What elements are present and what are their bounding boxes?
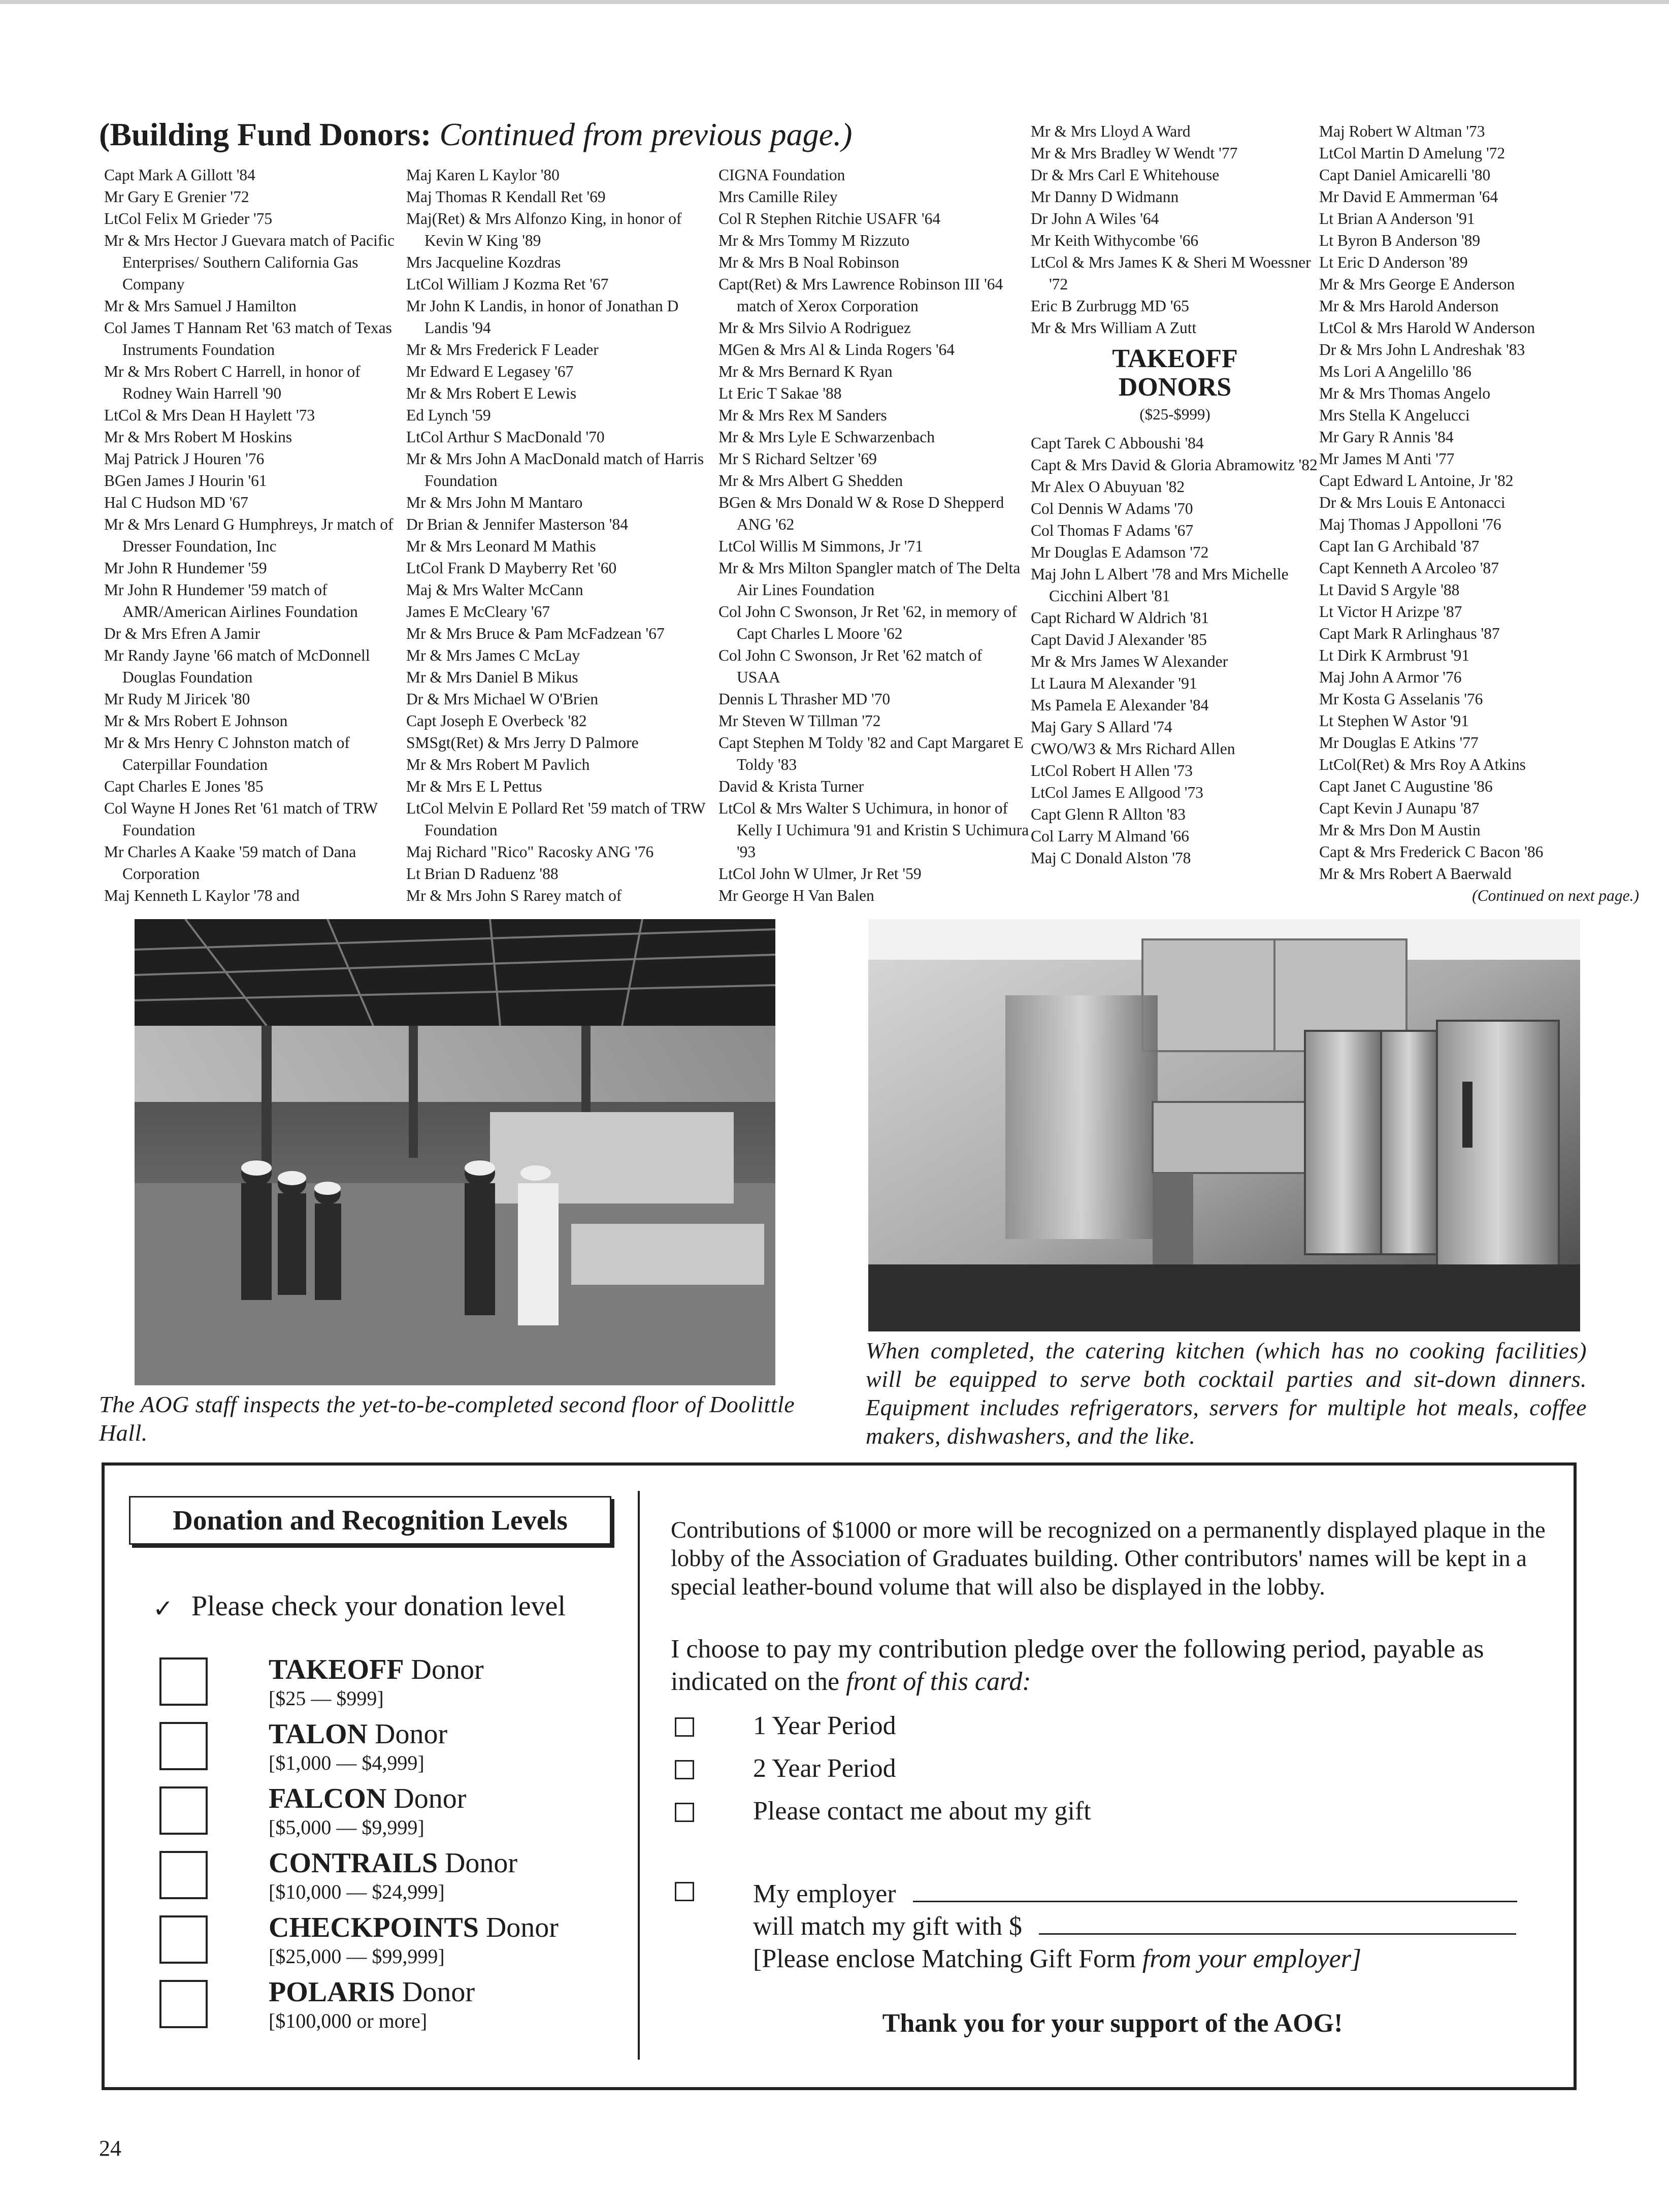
donor-entry: Mr & Mrs Robert E Johnson: [104, 712, 288, 730]
level-talon: [159, 1718, 627, 1779]
donor-entry: Lt David S Argyle '88: [1319, 581, 1460, 599]
donor-entry: Maj Kenneth L Kaylor '78 and: [104, 887, 300, 904]
donor-entry: Mr & Mrs Harold Anderson: [1319, 297, 1499, 315]
donor-entry: Capt Daniel Amicarelli '80: [1319, 166, 1491, 184]
donor-entry: Mr & Mrs Hector J Guevara match of Pacific Enterprises/ Southern California Gas Company: [104, 232, 395, 293]
donor-entry: Capt Mark A Gillott '84: [104, 166, 255, 184]
level-checkbox-takeoff[interactable]: [159, 1657, 208, 1706]
checkmark-icon: ✓: [153, 1596, 174, 1623]
option-label: 1 Year Period: [753, 1711, 896, 1740]
employer-match-checkbox[interactable]: [675, 1882, 694, 1901]
top-rule: [0, 0, 1669, 4]
donor-entry: Capt Kenneth A Arcoleo '87: [1319, 559, 1499, 577]
donor-entry: LtCol John W Ulmer, Jr Ret '59: [718, 865, 922, 883]
level-name-bold: TALON: [269, 1718, 368, 1750]
level-name-bold: CONTRAILS: [269, 1847, 438, 1879]
donor-entry: CWO/W3 & Mrs Richard Allen: [1031, 740, 1235, 758]
donor-entry: Capt Ian G Archibald '87: [1319, 537, 1480, 555]
level-range: [$5,000 — $9,999]: [269, 1816, 424, 1839]
heading-bold: (Building Fund Donors:: [99, 116, 432, 152]
donor-entry: Dennis L Thrasher MD '70: [718, 690, 891, 708]
donor-entry: Mr & Mrs Leonard M Mathis: [406, 537, 596, 555]
donor-entry: Lt Victor H Arizpe '87: [1319, 603, 1462, 621]
donor-entry: Dr & Mrs Carl E Whitehouse: [1031, 166, 1220, 184]
donor-entry: Mr & Mrs Daniel B Mikus: [406, 668, 578, 686]
donor-entry: LtCol(Ret) & Mrs Roy A Atkins: [1319, 756, 1526, 773]
donor-entry: Mr & Mrs Tommy M Rizzuto: [718, 232, 910, 249]
donor-entry: LtCol William J Kozma Ret '67: [406, 275, 609, 293]
donor-entry: Dr & Mrs Efren A Jamir: [104, 625, 260, 642]
check-prompt-text: Please check your donation level: [191, 1590, 566, 1622]
level-range: [$1,000 — $4,999]: [269, 1751, 424, 1774]
donor-entry: BGen James J Hourin '61: [104, 472, 267, 490]
donor-entry: Mr Rudy M Jiricek '80: [104, 690, 250, 708]
donor-entry: Hal C Hudson MD '67: [104, 494, 248, 511]
donor-column-5: [1319, 120, 1644, 906]
donor-entry: Capt & Mrs Frederick C Bacon '86: [1319, 843, 1544, 861]
donor-entry: Maj C Donald Alston '78: [1031, 849, 1191, 867]
donor-entry: Mr Randy Jayne '66 match of McDonnell Douglas Foundation: [104, 646, 370, 686]
donor-entry: Mr & Mrs Lyle E Schwarzenbach: [718, 428, 935, 446]
donor-entry: Eric B Zurbrugg MD '65: [1031, 297, 1189, 315]
donor-entry: Mr & Mrs Albert G Shedden: [718, 472, 903, 490]
check-prompt: [153, 1590, 566, 1623]
donor-entry: Maj John A Armor '76: [1319, 668, 1462, 686]
pledge-text: [671, 1633, 1554, 1698]
heading-italic: Continued from previous page.): [439, 116, 853, 152]
donor-entry: LtCol & Mrs Harold W Anderson: [1319, 319, 1535, 337]
donor-entry: Lt Eric D Anderson '89: [1319, 253, 1468, 271]
donor-entry: Capt David J Alexander '85: [1031, 631, 1207, 648]
donor-entry: LtCol Willis M Simmons, Jr '71: [718, 537, 923, 555]
level-range: [$10,000 — $24,999]: [269, 1880, 445, 1903]
donor-entry: LtCol Martin D Amelung '72: [1319, 144, 1506, 162]
donor-entry: LtCol Frank D Mayberry Ret '60: [406, 559, 617, 577]
donor-entry: Mr Keith Withycombe '66: [1031, 232, 1199, 249]
level-name-bold: TAKEOFF: [269, 1654, 404, 1685]
donor-entry: Lt Dirk K Armbrust '91: [1319, 646, 1470, 664]
donor-entry: Col Larry M Almand '66: [1031, 827, 1189, 845]
level-checkbox-falcon[interactable]: [159, 1786, 208, 1835]
form-divider: [638, 1491, 640, 2060]
level-name-suffix: Donor: [386, 1783, 467, 1814]
donor-entry: Mr & Mrs Robert E Lewis: [406, 384, 577, 402]
donor-entry: Mr & Mrs Don M Austin: [1319, 821, 1481, 839]
employer-line: [753, 1878, 1565, 1910]
donor-entry: Maj Richard "Rico" Racosky ANG '76: [406, 843, 654, 861]
employer-match-section: [753, 1878, 1565, 1975]
donor-entry: Maj Gary S Allard '74: [1031, 718, 1172, 736]
option-label: Please contact me about my gift: [753, 1797, 1091, 1826]
donor-entry: Mr Charles A Kaake '59 match of Dana Corporation: [104, 843, 356, 883]
donor-entry: Mr & Mrs Bradley W Wendt '77: [1031, 144, 1238, 162]
donor-entry: Ed Lynch '59: [406, 406, 491, 424]
donor-entry: Mr & Mrs John A MacDonald match of Harris Foundation: [406, 450, 704, 490]
donor-entry: Mr & Mrs Lloyd A Ward: [1031, 122, 1191, 140]
recognition-text: Contributions of $1000 or more will be recognized on a permanently displayed plaque in the lobby of the Association of Graduates building. Other contributors' names will be kept in a special leather-bound volume that will also be displayed in the lobby.: [671, 1517, 1546, 1600]
donor-entry: Col John C Swonson, Jr Ret '62 match of USAA: [718, 646, 983, 686]
donor-entry: Col James T Hannam Ret '63 match of Texas Instruments Foundation: [104, 319, 392, 359]
donor-entry: Mr & Mrs Robert C Harrell, in honor of Rodney Wain Harrell '90: [104, 363, 361, 402]
employer-label: My employer: [753, 1879, 896, 1908]
donor-entry: LtCol & Mrs Walter S Uchimura, in honor of Kelly I Uchimura '91 and Kristin S Uchimura '93: [718, 799, 1029, 861]
donor-entry: Lt Eric T Sakae '88: [718, 384, 842, 402]
donor-entry: MGen & Mrs Al & Linda Rogers '64: [718, 341, 955, 359]
donor-entry: Mr & Mrs Rex M Sanders: [718, 406, 887, 424]
level-checkbox-talon[interactable]: [159, 1722, 208, 1770]
donor-entry: Capt Richard W Aldrich '81: [1031, 609, 1209, 627]
levels-title: Donation and Recognition Levels: [129, 1496, 611, 1545]
option-1-year: [671, 1708, 1534, 1744]
level-name-suffix: Donor: [478, 1912, 559, 1943]
donor-entry: Maj Thomas J Appolloni '76: [1319, 515, 1501, 533]
donor-entry: Col Wayne H Jones Ret '61 match of TRW Foundation: [104, 799, 378, 839]
donor-entry: Mr & Mrs Thomas Angelo: [1319, 384, 1491, 402]
donor-entry: LtCol & Mrs Dean H Haylett '73: [104, 406, 315, 424]
donor-entry: Mr Gary E Grenier '72: [104, 188, 249, 206]
donor-entry: Mr Steven W Tillman '72: [718, 712, 881, 730]
takeoff-heading-line-2: DONORS: [1118, 373, 1232, 402]
match-amount-field[interactable]: [1039, 1913, 1516, 1935]
matching-note: [753, 1943, 1565, 1975]
level-checkbox-contrails[interactable]: [159, 1851, 208, 1899]
level-range: [$25,000 — $99,999]: [269, 1945, 445, 1968]
donor-entry: Maj Thomas R Kendall Ret '69: [406, 188, 606, 206]
pledge-text-main: I choose to pay my contribution pledge over the following period, payable as indicated on the: [671, 1635, 1484, 1696]
donor-entry: Capt Glenn R Allton '83: [1031, 805, 1186, 823]
level-range: [$25 — $999]: [269, 1687, 384, 1710]
donor-entry: Mr David E Ammerman '64: [1319, 188, 1498, 206]
level-range: [$100,000 or more]: [269, 2009, 428, 2032]
donor-entry: Mr & Mrs Bruce & Pam McFadzean '67: [406, 625, 665, 642]
donor-entry: Mr John R Hundemer '59 match of AMR/American Airlines Foundation: [104, 581, 358, 621]
donor-entry: Mr Douglas E Adamson '72: [1031, 543, 1209, 561]
donor-entry: LtCol Robert H Allen '73: [1031, 762, 1193, 779]
donor-entry: Col Dennis W Adams '70: [1031, 500, 1193, 517]
donor-column-3: [718, 164, 1029, 906]
donor-entry: Capt Stephen M Toldy '82 and Capt Margaret E Toldy '83: [718, 734, 1024, 773]
level-name: [269, 1718, 447, 1750]
donor-entry: Mr Douglas E Atkins '77: [1319, 734, 1479, 752]
donor-entry: Lt Byron B Anderson '89: [1319, 232, 1481, 249]
recognition-panel: [671, 1516, 1554, 1602]
employer-name-field[interactable]: [913, 1880, 1517, 1902]
level-falcon: [159, 1782, 627, 1843]
donor-entry: Capt(Ret) & Mrs Lawrence Robinson III '64 match of Xerox Corporation: [718, 275, 1003, 315]
donor-entry: Mr Edward E Legasey '67: [406, 363, 574, 380]
donor-column-1: [104, 164, 406, 906]
donor-entry: Col R Stephen Ritchie USAFR '64: [718, 210, 941, 227]
donor-entry: Mr John R Hundemer '59: [104, 559, 267, 577]
thank-you-message: Thank you for your support of the AOG!: [882, 2009, 1343, 2038]
donor-entry: Lt Brian A Anderson '91: [1319, 210, 1475, 227]
donor-entry: Mrs Jacqueline Kozdras: [406, 253, 561, 271]
level-name-suffix: Donor: [395, 1976, 475, 2008]
level-name: [269, 1911, 559, 1944]
donor-entry: Capt Janet C Augustine '86: [1319, 777, 1493, 795]
donor-entry: Dr & Mrs John L Andreshak '83: [1319, 341, 1525, 359]
level-checkpoints: [159, 1911, 627, 1972]
donor-entry: LtCol & Mrs James K & Sheri M Woessner '72: [1031, 253, 1311, 293]
level-name-suffix: Donor: [368, 1718, 448, 1750]
donor-entry: LtCol James E Allgood '73: [1031, 784, 1203, 801]
donor-entry: Ms Lori A Angelillo '86: [1319, 363, 1471, 380]
level-name-bold: FALCON: [269, 1783, 387, 1814]
donor-entry: Col John C Swonson, Jr Ret '62, in memory of Capt Charles L Moore '62: [718, 603, 1017, 642]
donor-entry: Mr & Mrs Milton Spangler match of The Delta Air Lines Foundation: [718, 559, 1021, 599]
donor-entry: Mr & Mrs Bernard K Ryan: [718, 363, 893, 380]
donor-entry: Dr Brian & Jennifer Masterson '84: [406, 515, 628, 533]
donor-entry: Mr Kosta G Asselanis '76: [1319, 690, 1483, 708]
pledge-text-italic: front of this card:: [846, 1667, 1031, 1696]
donor-entry: Mr & Mrs Henry C Johnston match of Caterpillar Foundation: [104, 734, 350, 773]
donor-entry: Mr & Mrs B Noal Robinson: [718, 253, 900, 271]
donor-entry: Col Thomas F Adams '67: [1031, 522, 1194, 539]
donor-entry: Ms Pamela E Alexander '84: [1031, 696, 1209, 714]
donor-entry: Mr S Richard Seltzer '69: [718, 450, 877, 468]
donor-entry: Capt Tarek C Abboushi '84: [1031, 434, 1204, 452]
donor-entry: Mrs Stella K Angelucci: [1319, 406, 1470, 424]
level-name-suffix: Donor: [437, 1847, 518, 1879]
donor-entry: SMSgt(Ret) & Mrs Jerry D Palmore: [406, 734, 639, 752]
donor-entry: Mrs Camille Riley: [718, 188, 838, 206]
level-name-bold: POLARIS: [269, 1976, 395, 2008]
donor-entry: Mr Danny D Widmann: [1031, 188, 1179, 206]
donor-entry: Maj Karen L Kaylor '80: [406, 166, 560, 184]
donor-entry: Mr & Mrs Robert M Hoskins: [104, 428, 292, 446]
donation-form: [102, 1462, 1577, 2090]
donor-entry: BGen & Mrs Donald W & Rose D Shepperd ANG '62: [718, 494, 1004, 533]
option-2-year: [671, 1751, 1534, 1786]
photo-caption-left: The AOG staff inspects the yet-to-be-completed second floor of Doolittle Hall.: [99, 1391, 795, 1446]
option-contact-me: [671, 1794, 1534, 1829]
donor-entry: Mr & Mrs Frederick F Leader: [406, 341, 599, 359]
level-name: [269, 1653, 484, 1686]
donor-entry: David & Krista Turner: [718, 777, 864, 795]
option-checkbox-1-year[interactable]: [675, 1717, 694, 1737]
match-line: [753, 1910, 1565, 1943]
donor-entry: LtCol Felix M Grieder '75: [104, 210, 273, 227]
matching-note-text: [Please enclose Matching Gift Form: [753, 1944, 1136, 1973]
match-label: will match my gift with $: [753, 1912, 1023, 1941]
level-name: [269, 1782, 466, 1815]
level-contrails: [159, 1847, 627, 1908]
donor-entry: Mr & Mrs Robert A Baerwald: [1319, 865, 1512, 883]
donor-entry: Mr & Mrs E L Pettus: [406, 777, 542, 795]
donor-entry: Maj John L Albert '78 and Mrs Michelle Cicchini Albert '81: [1031, 565, 1289, 605]
level-name-suffix: Donor: [404, 1654, 484, 1685]
donor-entry: CIGNA Foundation: [718, 166, 845, 184]
donor-entry: Maj(Ret) & Mrs Alfonzo King, in honor of Kevin W King '89: [406, 210, 682, 249]
photo-catering-kitchen: [868, 919, 1580, 1331]
level-name: [269, 1976, 475, 2008]
matching-note-italic: from your employer]: [1142, 1944, 1362, 1973]
photo-caption-right: When completed, the catering kitchen (which has no cooking facilities) will be equipped to serve both cocktail parties and sit-down dinners. Equipment includes refrigerators, servers for multiple hot meals, coffee makers, dishwashers, and the like.: [866, 1338, 1587, 1449]
option-checkbox-contact-me[interactable]: [675, 1803, 694, 1822]
donor-entry: Capt Mark R Arlinghaus '87: [1319, 625, 1500, 642]
donor-column-4: [1031, 120, 1319, 869]
donor-entry: Dr & Mrs Michael W O'Brien: [406, 690, 599, 708]
page-number: 24: [99, 2136, 121, 2161]
donor-entry: Lt Laura M Alexander '91: [1031, 674, 1197, 692]
level-polaris: [159, 1976, 627, 2037]
donor-entry: Maj & Mrs Walter McCann: [406, 581, 583, 599]
donor-entry: Mr George H Van Balen: [718, 887, 874, 904]
construction-photo-illustration: [135, 919, 775, 1385]
donor-entry: Mr & Mrs Robert M Pavlich: [406, 756, 590, 773]
option-checkbox-2-year[interactable]: [675, 1760, 694, 1779]
photo-construction-site: [135, 919, 775, 1385]
level-name-bold: CHECKPOINTS: [269, 1912, 479, 1943]
takeoff-heading: [1031, 345, 1319, 402]
donor-entry: Mr & Mrs Lenard G Humphreys, Jr match of Dresser Foundation, Inc: [104, 515, 394, 555]
level-takeoff: [159, 1653, 627, 1714]
donor-entry: LtCol Melvin E Pollard Ret '59 match of TRW Foundation: [406, 799, 705, 839]
donor-entry: Mr James M Anti '77: [1319, 450, 1455, 468]
option-label: 2 Year Period: [753, 1754, 896, 1783]
donor-entry: Mr & Mrs Silvio A Rodriguez: [718, 319, 911, 337]
donor-entry: Mr & Mrs James W Alexander: [1031, 653, 1228, 670]
donor-entry: Capt Kevin J Aunapu '87: [1319, 799, 1480, 817]
level-checkbox-checkpoints[interactable]: [159, 1915, 208, 1964]
donor-entry: Mr Alex O Abuyuan '82: [1031, 478, 1185, 496]
donor-entry: Lt Brian D Raduenz '88: [406, 865, 559, 883]
donor-entry: Dr John A Wiles '64: [1031, 210, 1159, 227]
donor-entry: LtCol Arthur S MacDonald '70: [406, 428, 605, 446]
takeoff-heading-line-1: TAKEOFF: [1112, 344, 1238, 373]
donor-entry: Capt Charles E Jones '85: [104, 777, 264, 795]
donor-entry: Mr & Mrs William A Zutt: [1031, 319, 1197, 337]
level-checkbox-polaris[interactable]: [159, 1980, 208, 2028]
page-heading: [99, 114, 1023, 155]
donor-entry: Mr Gary R Annis '84: [1319, 428, 1454, 446]
donor-entry: Maj Robert W Altman '73: [1319, 122, 1485, 140]
donor-entry: Mr & Mrs George E Anderson: [1319, 275, 1515, 293]
donor-entry: Lt Stephen W Astor '91: [1319, 712, 1469, 730]
level-name: [269, 1847, 517, 1879]
donor-entry: James E McCleary '67: [406, 603, 550, 621]
donor-entry: Mr & Mrs John M Mantaro: [406, 494, 583, 511]
donor-entry: Mr John K Landis, in honor of Jonathan D Landis '94: [406, 297, 679, 337]
takeoff-range: ($25-$999): [1139, 405, 1210, 423]
donor-entry: Mr & Mrs John S Rarey match of: [406, 887, 622, 904]
kitchen-photo-illustration: [868, 919, 1580, 1331]
donor-entry: Capt & Mrs David & Gloria Abramowitz '82: [1031, 456, 1318, 474]
donor-column-2: [406, 164, 717, 906]
donor-entry: Maj Patrick J Houren '76: [104, 450, 265, 468]
donor-entry: Capt Joseph E Overbeck '82: [406, 712, 587, 730]
donor-entry: Mr & Mrs James C McLay: [406, 646, 580, 664]
donor-entry: Mr & Mrs Samuel J Hamilton: [104, 297, 297, 315]
donor-entry: Dr & Mrs Louis E Antonacci: [1319, 494, 1506, 511]
donor-entry: Capt Edward L Antoine, Jr '82: [1319, 472, 1514, 490]
continued-next-note: (Continued on next page.): [1472, 887, 1639, 904]
